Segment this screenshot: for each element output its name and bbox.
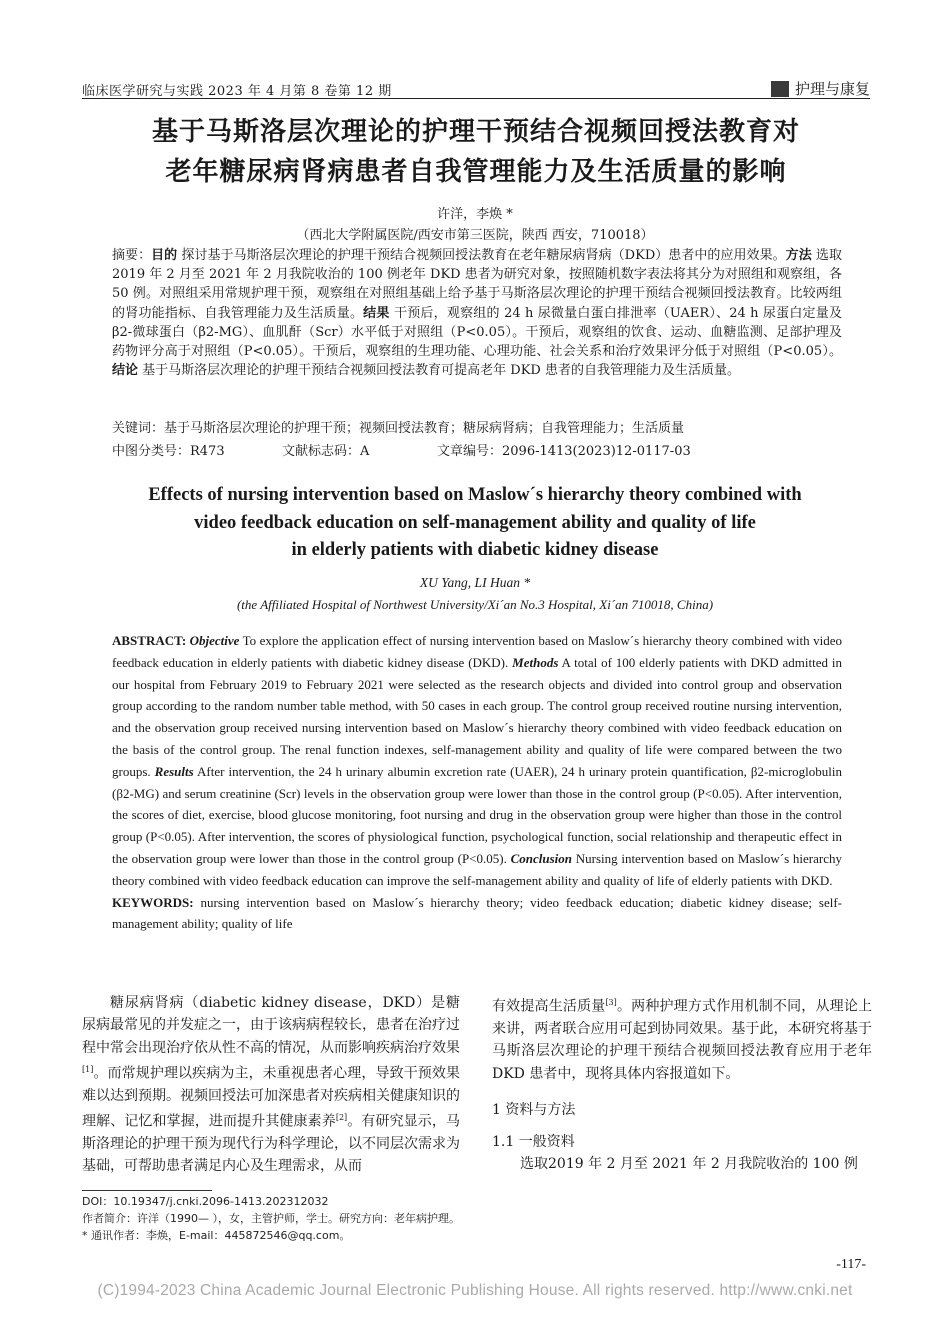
- abstract-en-results: After intervention, the 24 h urinary albumin excretion rate (UAER), 24 h urinary protein quantification, β2-microglobulin (β2-MG) and serum creatinine (Scr) levels in the observation group were lower than those in the control group (P<0.05). After intervention, the scores of diet, exercise, blood glucose monitoring, foot nursing and drug in the observation group were higher than those in the control group (P<0.05). After intervention, the scores of physiological function, psychological function, social relationship and therapeutic effect in the observation group were lower than those in the control group (P<0.05).: [112, 763, 843, 866]
- keywords-en-label: KEYWORDS:: [112, 894, 194, 910]
- abstract-cn: [112, 246, 842, 380]
- abstract-en-conclusion: Nursing intervention based on Maslow´s hierarchy theory combined with video feedback education can improve the self-management ability and quality of life of elderly patients with DKD.: [112, 850, 842, 888]
- abstract-en: [112, 630, 842, 935]
- keywords-cn: 关键词：基于马斯洛层次理论的护理干预；视频回授法教育；糖尿病肾病；自我管理能力；生活质量: [112, 421, 685, 436]
- abstract-en-results-label: Results: [154, 763, 194, 779]
- methods-paragraph: 选取2019 年 2 月至 2021 年 2 月我院收治的 100 例: [520, 1156, 858, 1173]
- abstract-en-objective-label: Objective: [189, 633, 240, 648]
- article-number: 文章编号：2096-1413(2023)12-0117-03: [437, 444, 691, 459]
- abstract-cn-conclusion: 基于马斯洛层次理论的护理干预结合视频回授法教育可提高老年 DKD 患者的自我管理能力及生活质量。: [138, 363, 740, 379]
- header-rule: [82, 98, 870, 99]
- abstract-cn-objective: 探讨基于马斯洛层次理论的护理干预结合视频回授法教育在老年糖尿病肾病（DKD）患者中的应用效果。: [177, 248, 786, 263]
- abstract-cn-results: 干预后，观察组的 24 h 尿微量白蛋白排泄率（UAER）、24 h 尿蛋白定量及 β2-微球蛋白（β2-MG）、血肌酐（Scr）水平低于对照组（P<0.05）。干预后，观察组的饮食、运动、血糖监测、足部护理及药物评分高于对照组（P<0.05）。干预后，观察组的生理功能、心理功能、社会关系和治疗效果评分低于对照组（P<0.05）。: [112, 305, 842, 360]
- body-left-column: [82, 992, 460, 1178]
- citation-2: [2]: [335, 1113, 348, 1123]
- abstract-en-label: ABSTRACT:: [112, 633, 187, 648]
- section-header: [771, 78, 870, 99]
- authors-cn: 许洋，李焕 *: [437, 207, 513, 222]
- abstract-en-methods: A total of 100 elderly patients with DKD admitted in our hospital from February 2019 to February 2021 were selected as the research objects and divided into control group and observation group according to the random number table method, with 50 cases in each group. The control group received routine nursing intervention, and the observation group received nursing intervention based on Maslow´s hierarchy theory combined with video feedback education on the basis of the control group. The renal function indexes, self-management ability and quality of life were compared between the two groups.: [112, 654, 842, 779]
- abstract-cn-results-label: 结果: [363, 305, 390, 321]
- citation-3: [3]: [605, 998, 617, 1007]
- abstract-cn-objective-label: 目的: [151, 248, 178, 263]
- page-number: -117-: [836, 1257, 866, 1272]
- title-en-line1: Effects of nursing intervention based on Maslow´s hierarchy theory combined with: [148, 485, 802, 505]
- title-cn: [82, 112, 870, 192]
- title-en-line3: in elderly patients with diabetic kidney disease: [291, 540, 659, 560]
- title-en: [60, 482, 890, 565]
- abstract-cn-label: 摘要：: [112, 248, 152, 263]
- doi-footnote: DOI：10.19347/j.cnki.2096-1413.202312032: [82, 1195, 329, 1208]
- clc-number: 中图分类号：R473: [112, 444, 225, 459]
- cnki-watermark: (C)1994-2023 China Academic Journal Electronic Publishing House. All rights reserved. http://www.cnki.net: [97, 1282, 853, 1299]
- document-code: 文献标志码：A: [282, 444, 370, 459]
- affiliation-cn: （西北大学附属医院/西安市第三医院，陕西 西安，710018）: [296, 228, 654, 243]
- section-heading-1-1: 1.1 一般资料: [492, 1134, 575, 1151]
- citation-1: [1]: [82, 1064, 94, 1074]
- title-cn-line2: 老年糖尿病肾病患者自我管理能力及生活质量的影响: [165, 157, 787, 187]
- intro-paragraph: 糖尿病肾病（diabetic kidney disease，DKD）是糖尿病最常见的并发症之一，由于该病病程较长，患者在治疗过程中常会出现治疗依从性不高的情况，从而影响疾病治疗效果[1]。而常规护理以疾病为主，未重视患者心理，导致干预效果难以达到预期。视频回授法可加深患者对疾病相关健康知识的理解、记忆和掌握，进而提升其健康素养[2]。有研究显示，马斯洛理论的护理干预为现代行为科学理论，以不同层次需求为基础，可帮助患者满足内心及生理需求，从而: [82, 995, 461, 1175]
- keywords-en: nursing intervention based on Maslow´s hierarchy theory; video feedback education; diabetic kidney disease; self-management ability; quality of life: [112, 894, 842, 932]
- footnote-rule: [82, 1190, 212, 1191]
- affiliation-en: (the Affiliated Hospital of Northwest University/Xi´an No.3 Hospital, Xi´an 710018, China): [236, 597, 714, 612]
- abstract-en-objective: To explore the application effect of nursing intervention based on Maslow´s hierarchy theory combined with video feedback education in elderly patients with diabetic kidney disease (DKD).: [112, 633, 842, 670]
- abstract-cn-methods: 选取 2019 年 2 月至 2021 年 2 月我院收治的 100 例老年 DKD 患者为研究对象，按照随机数字表法将其分为对照组和观察组，各 50 例。对照组采用常规护理干预，观察组在对照组基础上给予基于马斯洛层次理论的护理干预结合视频回授法教育。比较两组的肾功能指标、自我管理能力及生活质量。: [112, 248, 842, 321]
- author-intro-footnote: 作者简介：许洋（1990— ），女，主管护师，学士。研究方向：老年病护理。: [82, 1212, 460, 1225]
- abstract-en-conclusion-label: Conclusion: [510, 850, 572, 866]
- body-right-column: [492, 992, 872, 1176]
- section-label: 护理与康复: [794, 80, 870, 98]
- intro-paragraph-continued: 有效提高生活质量[3]。两种护理方式作用机制不同，从理论上来讲，两者联合应用可起到协同效果。基于此，本研究将基于马斯洛层次理论的护理干预结合视频回授法教育应用于老年 DKD 患者中，现将具体内容报道如下。: [492, 998, 873, 1082]
- journal-header: 临床医学研究与实践 2023 年 4 月第 8 卷第 12 期: [82, 84, 392, 99]
- title-cn-line1: 基于马斯洛层次理论的护理干预结合视频回授法教育对: [151, 117, 800, 147]
- abstract-cn-conclusion-label: 结论: [112, 363, 139, 379]
- abstract-en-methods-label: Methods: [512, 654, 559, 670]
- authors-en: XU Yang, LI Huan *: [419, 575, 531, 590]
- abstract-cn-methods-label: 方法: [785, 248, 812, 263]
- title-en-line2: video feedback education on self-management ability and quality of life: [194, 512, 756, 533]
- section-heading-1: 1 资料与方法: [492, 1101, 576, 1118]
- classification-row: [112, 440, 842, 459]
- corresponding-author-footnote: * 通讯作者：李焕，E-mail：445872546@qq.com。: [82, 1229, 351, 1242]
- section-marker: [771, 81, 789, 97]
